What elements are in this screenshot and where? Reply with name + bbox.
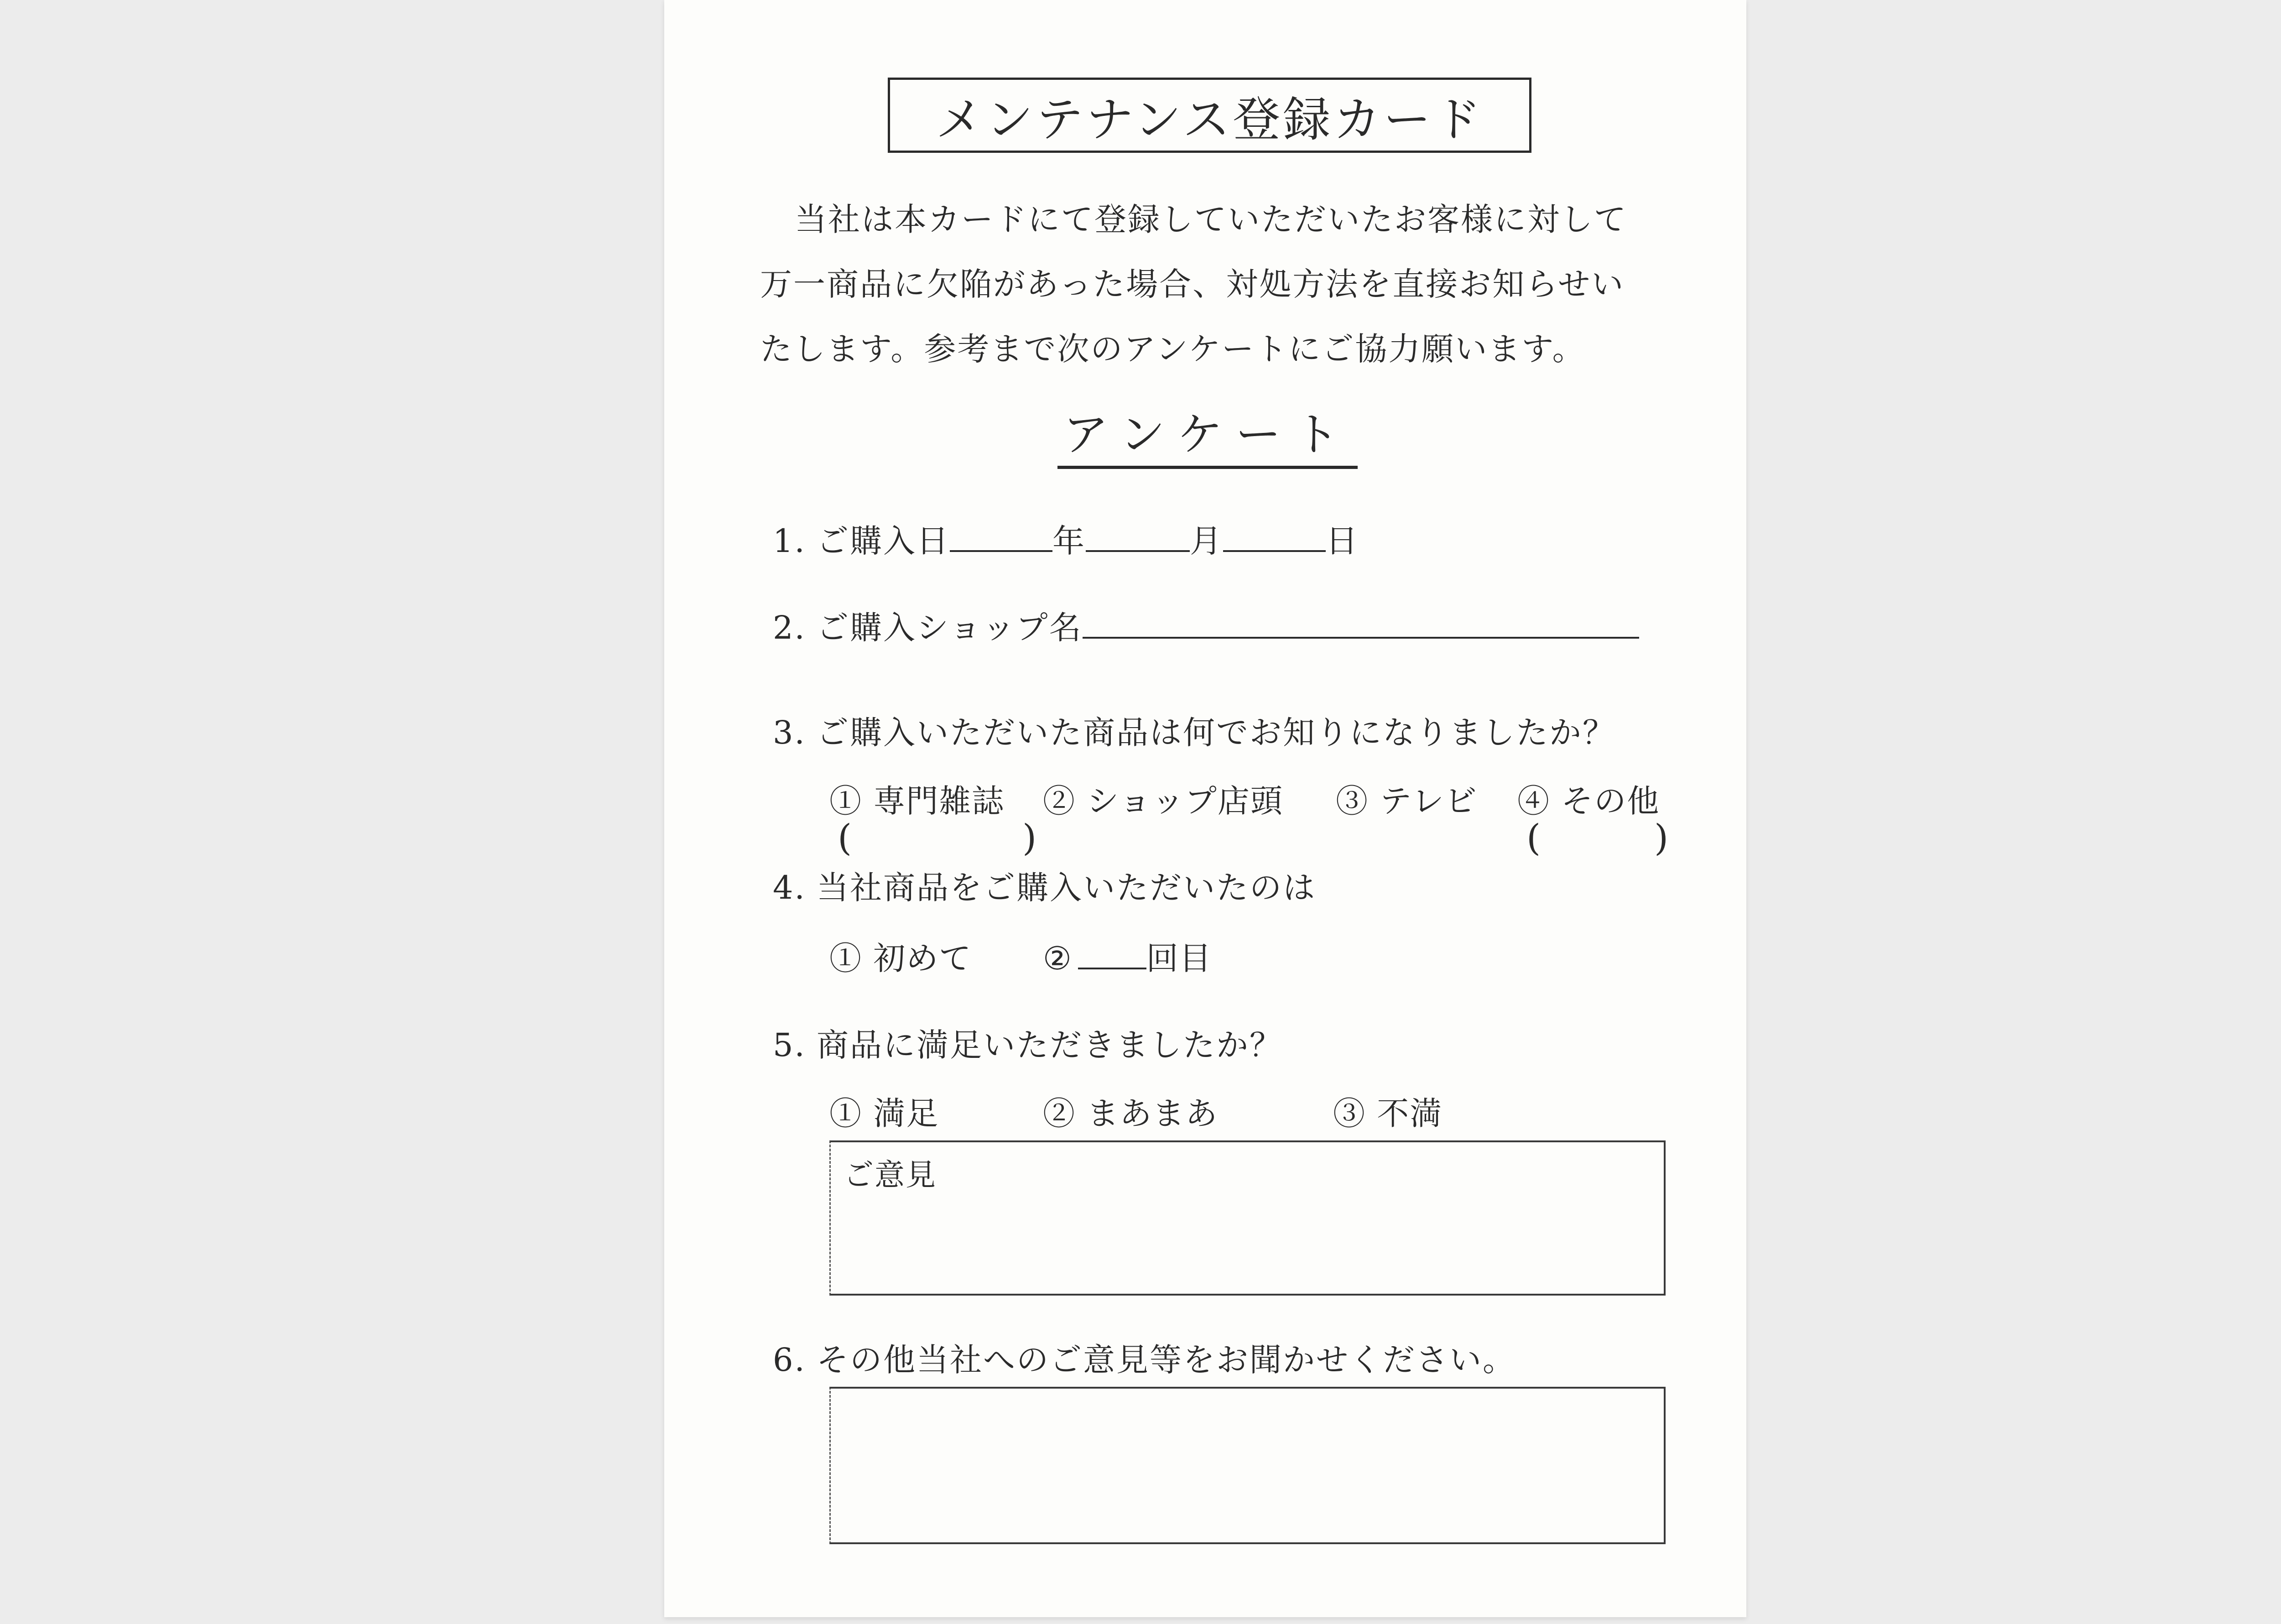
intro-line: 万一商品に欠陥があった場合、対処方法を直接お知らせい [760, 265, 1625, 303]
question-2 [760, 602, 1639, 648]
option-so-so[interactable]: ② まあまあ [1043, 1095, 1219, 1132]
question-label: その他当社へのご意見等をお聞かせください。 [817, 1341, 1516, 1379]
survey-title: アンケート [1057, 405, 1358, 469]
option-marker: ② [1043, 940, 1073, 977]
option-suffix: 回目 [1146, 940, 1212, 977]
other-paren-open: ( [1526, 817, 1541, 859]
intro-line: 当社は本カードにて登録していただいたお客様に対して [795, 201, 1627, 238]
question-label: ご購入いただいた商品は何でお知りになりましたか？ [817, 714, 1616, 751]
day-field[interactable] [1223, 546, 1326, 552]
intro-paragraph [760, 187, 1666, 381]
question-3 [760, 707, 1616, 753]
question-number: 1. [773, 522, 806, 560]
option-first-time[interactable]: ① 初めて [829, 940, 972, 977]
option-satisfied[interactable]: ① 満足 [829, 1095, 939, 1132]
card-body [760, 0, 1669, 1617]
question-4 [760, 862, 1316, 908]
option-other[interactable]: ④ その他 [1517, 782, 1660, 820]
day-label: 日 [1326, 522, 1359, 560]
shop-name-field[interactable] [1083, 632, 1639, 639]
opinion-box[interactable] [829, 1140, 1666, 1296]
question-label: ご購入日 [817, 522, 950, 560]
registration-card [664, 0, 1746, 1617]
month-label: 月 [1190, 522, 1223, 560]
comments-box[interactable] [829, 1387, 1666, 1544]
question-label: 当社商品をご購入いただいたのは [817, 869, 1316, 906]
option-magazine[interactable]: ① 専門雑誌 [829, 782, 1005, 820]
question-label: ご購入ショップ名 [817, 609, 1083, 646]
card-title: メンテナンス登録カード [888, 78, 1531, 153]
year-field[interactable] [950, 546, 1052, 552]
option-tv[interactable]: ③ テレビ [1336, 782, 1478, 820]
question-number: 4. [773, 869, 806, 906]
option-dissatisfied[interactable]: ③ 不満 [1333, 1095, 1443, 1132]
magazine-paren-close: ) [1022, 817, 1037, 859]
question-number: 5. [773, 1026, 806, 1064]
opinion-label: ご意見 [844, 1157, 937, 1192]
option-nth-time[interactable] [1043, 933, 1212, 979]
question-label: 商品に満足いただきましたか？ [817, 1026, 1283, 1064]
year-label: 年 [1052, 522, 1086, 560]
option-shop[interactable]: ② ショップ店頭 [1043, 782, 1283, 820]
other-paren-close: ) [1654, 817, 1669, 859]
question-number: 6. [773, 1341, 806, 1379]
question-5 [760, 1020, 1283, 1066]
question-number: 2. [773, 609, 806, 646]
magazine-paren-open: ( [838, 817, 852, 859]
question-number: 3. [773, 714, 806, 751]
month-field[interactable] [1086, 546, 1190, 552]
visit-count-field[interactable] [1078, 963, 1146, 969]
question-1 [760, 515, 1359, 562]
question-6 [760, 1334, 1516, 1380]
intro-line: たします。参考まで次のアンケートにご協力願います。 [760, 330, 1586, 368]
